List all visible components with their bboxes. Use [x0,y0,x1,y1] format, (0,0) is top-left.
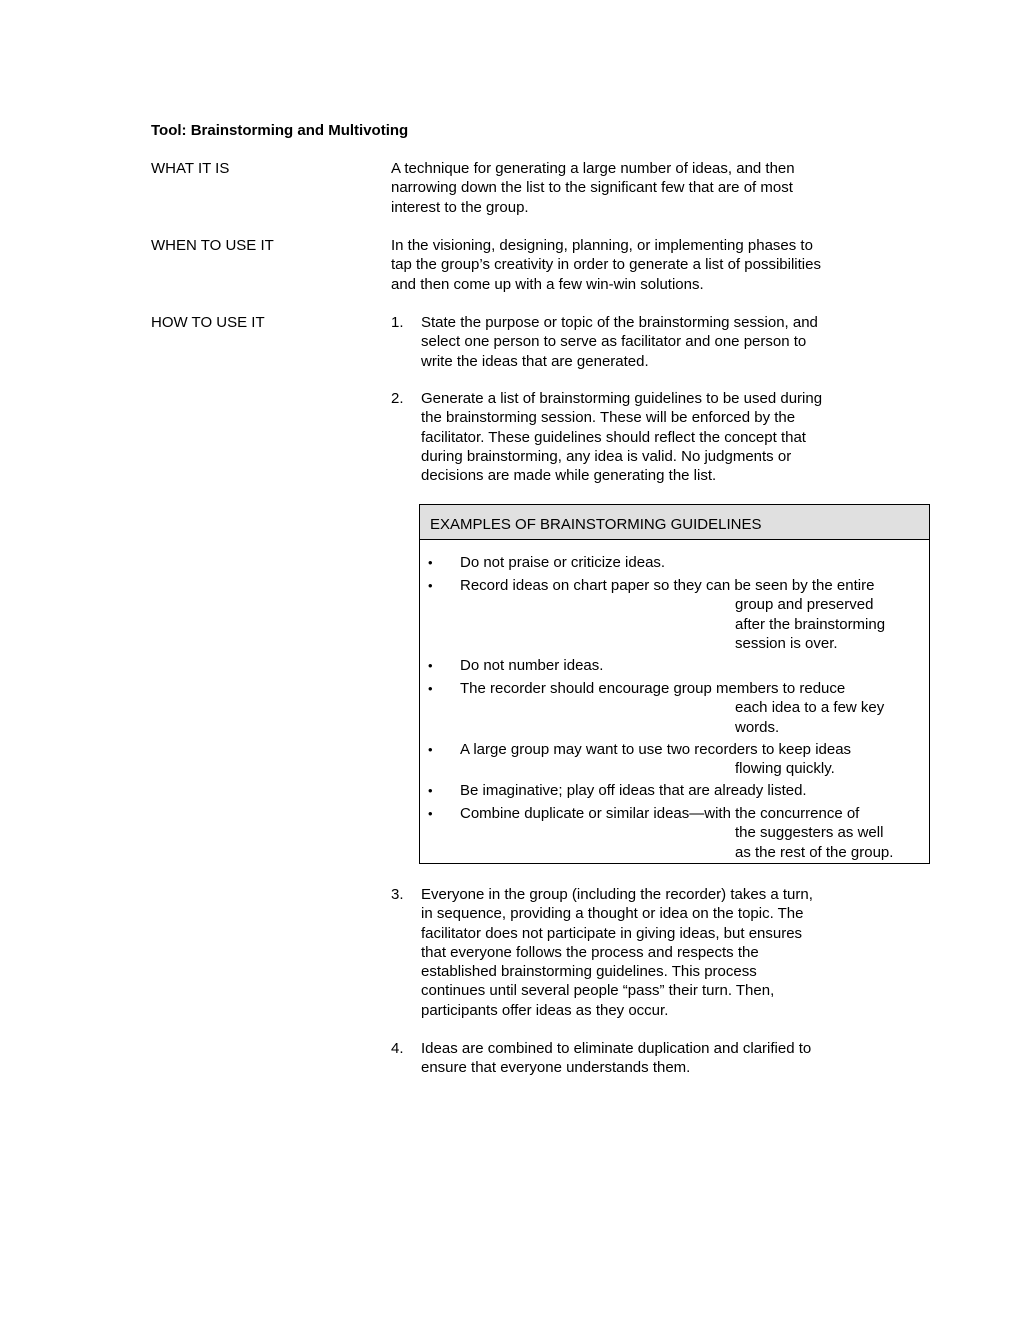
text-line: group and preserved [735,596,874,614]
step-number: 2. [391,390,404,407]
guideline-text: Combine duplicate or similar ideas—with the concurrence of [460,805,860,822]
guideline-text: Do not praise or criticize ideas. [460,554,666,571]
guideline-continuation [735,823,893,862]
text-line: decisions are made while generating the list. [421,467,717,485]
section-body-what-it-is [391,159,891,217]
step-text [421,885,891,1020]
bullet-icon: • [428,578,433,593]
step-text [421,389,891,485]
guideline-text: Be imaginative; play off ideas that are already listed. [460,782,807,799]
guidelines-header-text: EXAMPLES OF BRAINSTORMING GUIDELINES [430,516,762,533]
text-line: Everyone in the group (including the recorder) takes a turn, [421,886,813,903]
text-line: during brainstorming, any idea is valid. No judgments or [421,447,792,465]
text-line: that everyone follows the process and respects the [421,943,759,961]
bullet-icon: • [428,806,433,821]
guideline-continuation [735,759,835,778]
bullet-icon: • [428,555,433,570]
text-line: each idea to a few key [735,699,885,717]
step-text [421,313,891,371]
page-title: Tool: Brainstorming and Multivoting [151,122,409,139]
step-number: 1. [391,314,404,331]
guideline-text: Do not number ideas. [460,657,604,674]
guideline-text: The recorder should encourage group members to reduce [460,680,846,697]
text-line: narrowing down the list to the significant few that are of most [391,179,793,197]
text-line: In the visioning, designing, planning, or implementing phases to [391,237,813,254]
guideline-text: Record ideas on chart paper so they can be seen by the entire [460,577,875,594]
text-line: tap the group’s creativity in order to generate a list of possibilities [391,256,821,274]
text-line: facilitator does not participate in giving ideas, but ensures [421,924,803,942]
text-line: Generate a list of brainstorming guidelines to be used during [421,390,823,407]
guidelines-table [419,504,930,864]
bullet-icon: • [428,658,433,673]
bullet-icon: • [428,681,433,696]
text-line: ensure that everyone understands them. [421,1059,691,1077]
guideline-text: A large group may want to use two recorders to keep ideas [460,741,852,758]
text-line: A technique for generating a large number of ideas, and then [391,160,795,177]
bullet-icon: • [428,742,433,757]
guidelines-header [420,505,929,540]
text-line: select one person to serve as facilitator and one person to [421,333,807,351]
text-line: participants offer ideas as they occur. [421,1001,669,1019]
text-line: the suggesters as well [735,824,884,842]
text-line: words. [735,718,780,736]
text-line: write the ideas that are generated. [421,352,649,370]
text-line: State the purpose or topic of the brainstorming session, and [421,314,818,331]
text-line: as the rest of the group. [735,843,894,861]
step-number: 3. [391,886,404,903]
section-label-how-to-use-it: HOW TO USE IT [151,314,265,331]
text-line: Ideas are combined to eliminate duplication and clarified to [421,1040,812,1057]
text-line: the brainstorming session. These will be enforced by the [421,409,796,427]
text-line: in sequence, providing a thought or idea on the topic. The [421,905,804,923]
bullet-icon: • [428,783,433,798]
text-line: after the brainstorming [735,615,886,633]
text-line: and then come up with a few win-win solutions. [391,275,704,293]
step-number: 4. [391,1040,404,1057]
section-body-when-to-use-it [391,236,891,294]
text-line: established brainstorming guidelines. This process [421,963,757,981]
text-line: flowing quickly. [735,760,835,778]
text-line: continues until several people “pass” their turn. Then, [421,982,775,1000]
text-line: interest to the group. [391,198,529,216]
guideline-continuation [735,698,884,737]
step-text [421,1039,891,1078]
text-line: session is over. [735,634,838,652]
section-label-when-to-use-it: WHEN TO USE IT [151,237,274,254]
guideline-continuation [735,595,885,653]
section-label-what-it-is: WHAT IT IS [151,160,230,177]
text-line: facilitator. These guidelines should reflect the concept that [421,428,806,446]
